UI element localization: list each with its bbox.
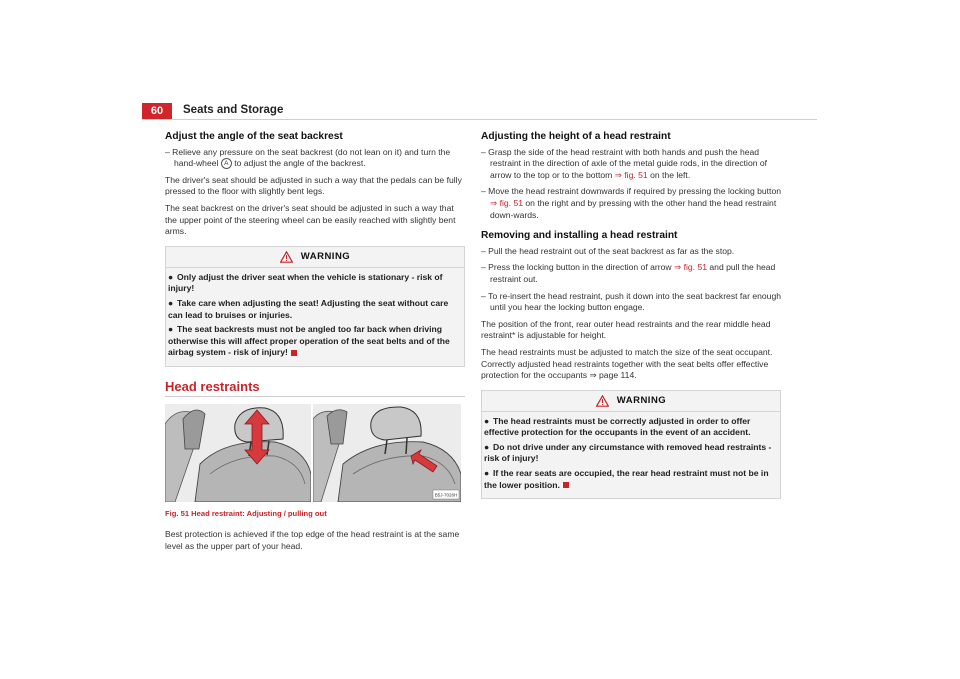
backrest-para-2: The seat backrest on the driver's seat should be adjusted in such a way that the upper point of the steering wheel can be easily reached with slightly bent arms. — [165, 202, 456, 237]
warning-item: ● Do not drive under any circumstance with removed head restraints - risk of injury! — [484, 441, 772, 464]
warning-triangle-icon — [280, 251, 293, 263]
step-dash: – — [481, 146, 489, 157]
figure-panel-pulling-out — [313, 404, 461, 502]
warning-item: ● The seat backrests must not be angled too far back when driving otherwise this will affect proper operation of the seat belts and of the airbag system - risk of injury! — [168, 324, 450, 358]
adjust-step-1: – Grasp the side of the head restraint with both hands and push the head restraint in the direction of axle of the metal guide rods, in the direction of arrow to the top or to the bottom ⇒ fig. 51 on the left. — [481, 146, 768, 180]
step-dash: – — [481, 290, 489, 301]
step-dash: – — [481, 262, 489, 273]
bullet-icon: ● — [168, 297, 174, 308]
adjust-step-2: – Move the head restraint downwards if required by pressing the locking button ⇒ fig. 51 on the right and by pressing with the other hand the head restraint down-wards. — [481, 186, 782, 220]
warning-title: WARNING — [616, 394, 667, 406]
bullet-icon: ● — [484, 441, 490, 452]
section-end-icon — [291, 350, 297, 356]
warning-item: ● Only adjust the driver seat when the vehicle is stationary - risk of injury! — [168, 271, 443, 294]
warning-box-head-restraints — [481, 390, 781, 500]
figure-caption: Fig. 51 Head restraint: Adjusting / pulling out — [165, 508, 327, 518]
head-restraint-position-para: The position of the front, rear outer head restraints and the rear middle head restraint* is adjustable for height. — [481, 318, 771, 341]
step-dash: – — [481, 245, 489, 256]
bullet-icon: ● — [168, 324, 174, 335]
backrest-step-1: – Relieve any pressure on the seat backrest (do not lean on it) and turn the hand-wheel A to adjust the angle of the backrest. — [165, 146, 451, 169]
warning-header — [482, 391, 780, 412]
left-column — [165, 131, 465, 557]
remove-step-3: – To re-insert the head restraint, push it down into the seat backrest far enough until you hear the locking button engage. — [481, 290, 782, 313]
header-divider — [142, 119, 817, 120]
warning-title: WARNING — [300, 250, 351, 262]
head-restraint-intro: Best protection is achieved if the top edge of the head restraint is at the same level as the upper part of your head. — [165, 529, 460, 551]
remove-step-2: – Press the locking button in the direction of arrow ⇒ fig. 51 and pull the head restraint out. — [481, 262, 776, 284]
fig-51-link[interactable]: ⇒ fig. 51 — [674, 262, 707, 273]
fig-51-link[interactable]: ⇒ fig. 51 — [614, 169, 648, 180]
warning-header — [166, 247, 464, 268]
seat-adjust-illustration — [165, 404, 311, 502]
head-restraint-size-para: The head restraints must be adjusted to match the size of the seat occupant. Correctly adjusted head restraints together with the seat belts offer effective protection for the occupants ⇒ page 114. — [481, 346, 773, 381]
section-divider — [165, 396, 465, 397]
step-dash: – — [481, 186, 489, 197]
warning-item: ● The head restraints must be correctly adjusted in order to offer effective protection for the occupants in the event of an accident. — [484, 415, 751, 438]
warning-item: ● If the rear seats are occupied, the rear head restraint must not be in the lower position. — [484, 468, 769, 490]
handwheel-ref-icon: A — [221, 158, 232, 169]
section-title-head-restraints: Head restraints — [165, 378, 260, 394]
figure-51 — [165, 404, 461, 502]
warning-triangle-icon — [596, 395, 609, 407]
warning-item: ● Take care when adjusting the seat! Adjusting the seat without care can lead to bruises or injuries. — [168, 297, 449, 320]
seat-pull-illustration — [313, 404, 461, 502]
remove-step-1: – Pull the head restraint out of the seat backrest as far as the stop. — [481, 245, 735, 256]
figure-panel-adjusting — [165, 404, 311, 502]
warning-box-seat — [165, 246, 465, 367]
right-column — [481, 131, 781, 509]
page-header-title: Seats and Storage — [183, 104, 284, 116]
step-dash: – — [165, 146, 173, 157]
figure-code: B5J-7026H — [434, 492, 458, 497]
backrest-para-1: The driver's seat should be adjusted in such a way that the pedals can be fully pressed to the floor with slightly bent legs. — [165, 174, 462, 197]
adjust-height-heading: Adjusting the height of a head restraint — [481, 131, 671, 142]
section-end-icon — [563, 482, 569, 488]
bullet-icon: ● — [484, 415, 490, 426]
fig-51-link[interactable]: ⇒ fig. 51 — [490, 197, 523, 208]
bullet-icon: ● — [484, 468, 490, 479]
remove-install-heading: Removing and installing a head restraint — [481, 230, 678, 242]
backrest-heading: Adjust the angle of the seat backrest — [165, 131, 343, 142]
bullet-icon: ● — [168, 271, 174, 282]
page-number: 60 — [142, 103, 172, 120]
